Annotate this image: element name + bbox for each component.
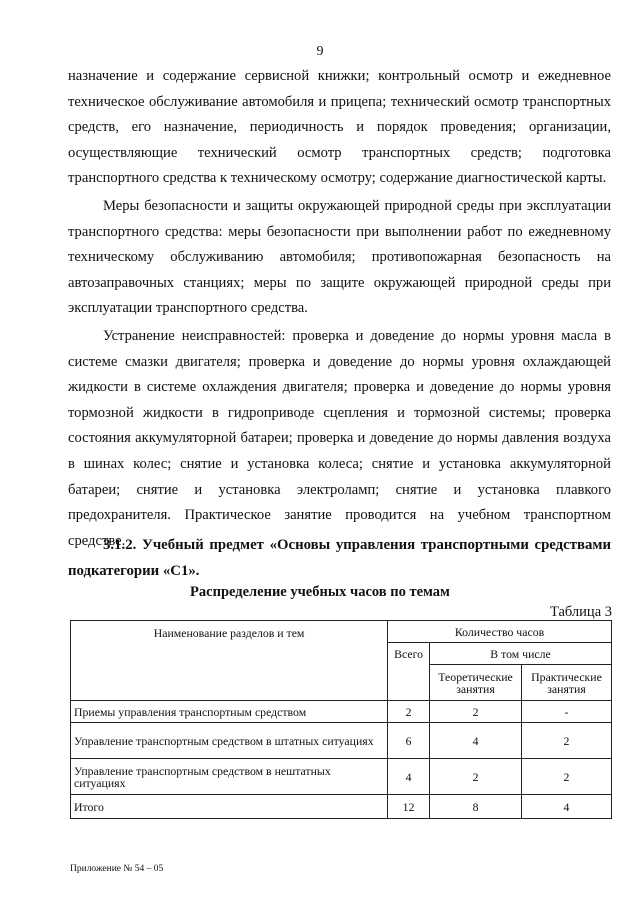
header-total: Всего bbox=[388, 643, 430, 701]
row-total: 12 bbox=[388, 795, 430, 819]
table-row bbox=[71, 759, 612, 795]
footer: Приложение № 54 – 05 bbox=[70, 864, 164, 874]
row-practice: 2 bbox=[522, 723, 612, 759]
header-theory: Теоретические занятия bbox=[430, 665, 522, 701]
row-theory: 2 bbox=[430, 701, 522, 723]
section-heading: 3.1.2. Учебный предмет «Основы управления транспортными средствами подкатегории «C1». bbox=[68, 537, 611, 579]
page-number: 9 bbox=[316, 44, 324, 59]
row-total: 6 bbox=[388, 723, 430, 759]
hours-table bbox=[70, 620, 612, 819]
paragraph: назначение и содержание сервисной книжки; контрольный осмотр и ежедневное техническое обслуживание автомобиля и прицепа; технический осмотр транспортных средств, его назначение, периодичность и порядок проведения; организации, осуществляющие технический осмотр транспортных средств; подготовка транспортного средства к техническому осмотру; содержание диагностической карты. bbox=[68, 68, 611, 187]
header-including: В том числе bbox=[430, 643, 612, 665]
body-text bbox=[68, 64, 611, 554]
row-practice: 2 bbox=[522, 759, 612, 795]
table-row bbox=[71, 701, 612, 723]
row-practice: 4 bbox=[522, 795, 612, 819]
paragraph: Устранение неисправностей: проверка и доведение до нормы уровня масла в системе смазки двигателя; проверка и доведение до нормы уровня охлаждающей жидкости в системе охлаждения двигателя; проверка и доведение до нормы уровня тормозной жидкости в гидроприводе сцепления и тормозной системы; проверка состояния аккумуляторной батареи; проверка и доведение до нормы давления воздуха в шинах колес; снятие и установка колеса; снятие и установка аккумуляторной батареи; снятие и установка электроламп; снятие и установка плавкого предохранителя. Практическое занятие проводится на учебном транспортном средстве. bbox=[68, 327, 611, 549]
row-total: 4 bbox=[388, 759, 430, 795]
table-label: Таблица 3 bbox=[549, 604, 612, 620]
row-total: 2 bbox=[388, 701, 430, 723]
row-name: Приемы управления транспортным средством bbox=[71, 701, 388, 723]
row-theory: 2 bbox=[430, 759, 522, 795]
table-row-total bbox=[71, 795, 612, 819]
header-hours: Количество часов bbox=[388, 621, 612, 643]
header-practice: Практические занятия bbox=[522, 665, 612, 701]
row-name: Управление транспортным средством в штатных ситуациях bbox=[71, 723, 388, 759]
header-section-name: Наименование разделов и тем bbox=[71, 621, 388, 701]
row-theory: 8 bbox=[430, 795, 522, 819]
row-theory: 4 bbox=[430, 723, 522, 759]
paragraph: Меры безопасности и защиты окружающей природной среды при эксплуатации транспортного средства: меры безопасности при выполнении работ по ежедневному техническому обслуживанию автомобиля; противопожарная безопасность на автозаправочных станциях; меры по защите окружающей природной среды при эксплуатации транспортного средства. bbox=[68, 197, 611, 317]
row-name: Управление транспортным средством в нештатных ситуациях bbox=[71, 759, 388, 795]
table-row bbox=[71, 723, 612, 759]
row-practice: - bbox=[522, 701, 612, 723]
table-title: Распределение учебных часов по темам bbox=[190, 584, 450, 600]
row-name: Итого bbox=[71, 795, 388, 819]
